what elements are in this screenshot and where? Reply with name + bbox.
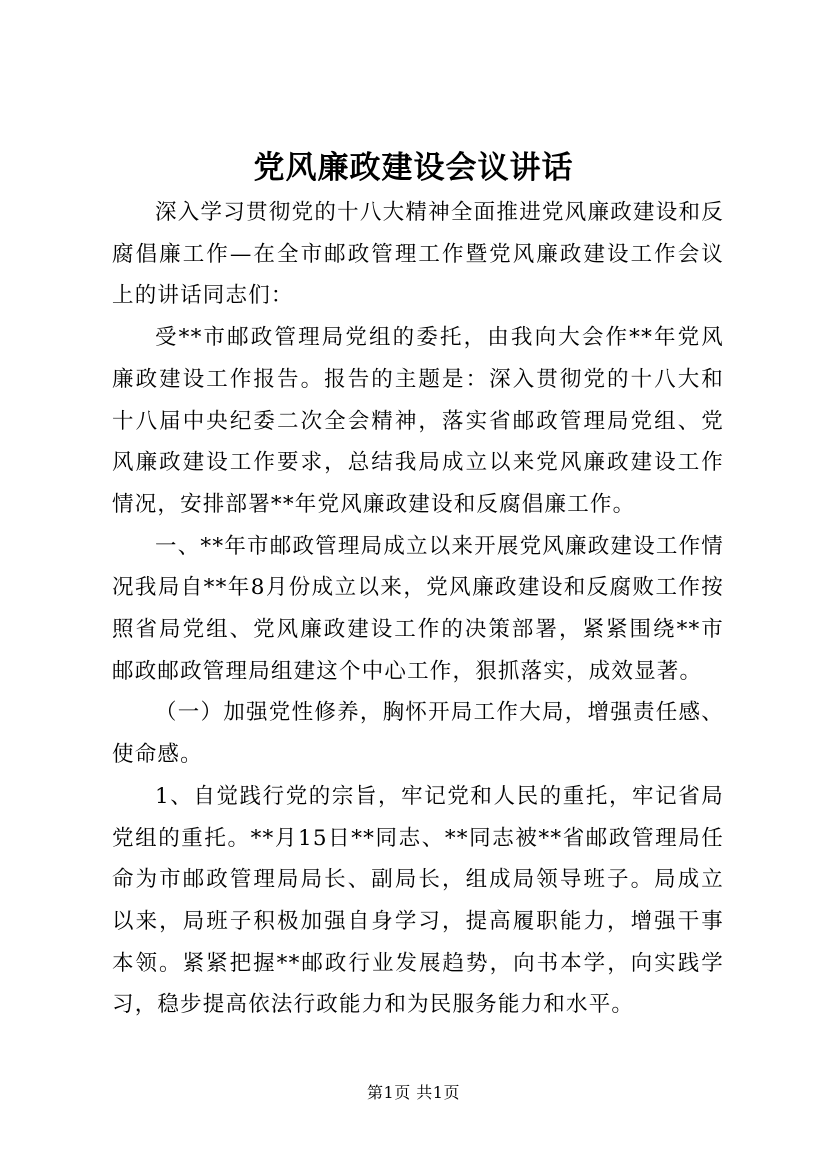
page-footer: 第1页 共1页 [367, 1083, 460, 1102]
paragraph-intro: 深入学习贯彻党的十八大精神全面推进党风廉政建设和反腐倡廉工作—在全市邮政管理工作暨党风廉政建设工作会议上的讲话同志们： [112, 200, 724, 309]
paragraph-item-one: 1、自觉践行党的宗旨，牢记党和人民的重托，牢记省局党组的重托。**月15日**同志、**同志被**省邮政管理局任命为市邮政管理局局长、副局长，组成局领导班子。局成立以来，局班子积极加强自身学习，提高履职能力，增强干事本领。紧紧把握**邮政行业发展趋势，向书本学，向实践学习，稳步提高依法行政能力和为民服务能力和水平。 [112, 783, 724, 1018]
paragraph-subsection-one: （一）加强党性修养，胸怀开局工作大局，增强责任感、使命感。 [112, 700, 724, 768]
paragraph-section-one: 一、**年市邮政管理局成立以来开展党风廉政建设工作情况我局自**年8月份成立以来，党风廉政建设和反腐败工作按照省局党组、党风廉政建设工作的决策部署，紧紧围绕**市邮政邮政管理局组建这个中心工作，狠抓落实，成效显著。 [112, 533, 724, 684]
paragraph-report-theme: 受**市邮政管理局党组的委托，由我向大会作**年党风廉政建设工作报告。报告的主题是：深入贯彻党的十八大和十八届中央纪委二次全会精神，落实省邮政管理局党组、党风廉政建设工作要求，总结我局成立以来党风廉政建设工作情况，安排部署**年党风廉政建设和反腐倡廉工作。 [112, 325, 724, 517]
document-body [112, 192, 724, 1026]
document-title: 党风廉政建设会议讲话 [253, 150, 574, 186]
